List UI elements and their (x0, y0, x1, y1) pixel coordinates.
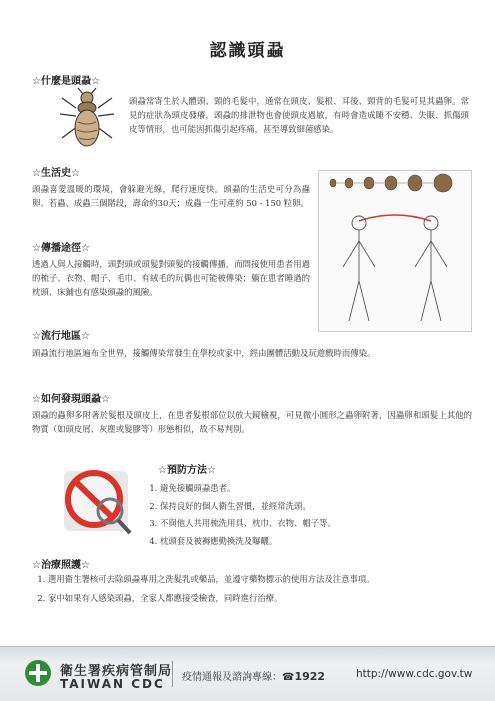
section-text-detect: 頭蝨的蟲卵多附著於髮根及頭皮上，在患者髮根部位以放大鏡檢視，可見微小圓形之蟲卵附著，因蟲卵和頭髮上其他的物質（如頭皮屑、灰塵或髮膠等）形態相似，故不易判別。 (32, 410, 472, 434)
cdc-logo-icon (24, 659, 52, 687)
hotline (182, 668, 325, 683)
section-heading-life: ☆生活史☆ (32, 168, 80, 179)
footer-divider (172, 661, 173, 687)
list-item: 1. 選用衛生署核可去除頭蝨專用之洗髮乳或藥品，並遵守藥物標示的使用方法及注意事項。 (48, 572, 493, 586)
list-item: 2. 保持良好的個人衛生習慣，並經常洗頭。 (160, 498, 490, 516)
hotline-number: 1922 (294, 670, 326, 683)
list-item: 2. 家中如果有人感染頭蝨，全家人都應接受檢查，同時進行治療。 (48, 591, 493, 605)
section-heading-what: ☆什麼是頭蝨☆ (32, 76, 100, 87)
footer-banner (0, 646, 495, 701)
section-heading-area: ☆流行地區☆ (32, 331, 90, 342)
list-item: 4. 枕頭套及被褥應勤換洗及曝曬。 (160, 533, 490, 551)
org-name: 衛生署疾病管制局 (60, 664, 173, 679)
section-heading-treat: ☆治療照護☆ (32, 560, 90, 571)
phone-icon: ☎ (282, 672, 295, 683)
org-name-en: TAIWAN CDC (60, 677, 165, 691)
section-text-life: 頭蝨喜愛溫暖的環境，會躲避光線，爬行速度快。頭蝨的生活史可分為蟲卵、若蟲、成蟲三個階段，壽命約30天；成蟲一生可產約 50 - 150 粒卵。 (32, 184, 310, 208)
list-item: 3. 不與他人共用梳洗用具、枕巾、衣物、帽子等。 (160, 515, 490, 533)
louse-icon (56, 86, 118, 152)
section-text-spread: 透過人與人接觸時，頭對頭或頭髮對頭髮的接觸傳播，而間接使用患者用過的梳子、衣物、帽子、毛巾、有絨毛的玩偶也可能被傳染；躺在患者睡過的枕頭、床鋪也有感染頭蝨的風險。 (32, 259, 310, 297)
hotline-label: 疫情通報及諮詢專線： (182, 672, 282, 683)
section-text-what: 頭蝨常寄生於人體頭、頸的毛髮中，通常在頭皮、髮根、耳後、頸背的毛髮可見其蟲卵。常見的症狀為頭皮發癢，頭蝨的排泄物也會使頭皮過敏，有時會造成睡不安穩、失眠、抓傷頭皮等情形，也可能因抓傷引起疼痛，甚至導致細菌感染。 (129, 96, 469, 134)
no-lice-icon (58, 461, 138, 541)
section-text-area: 頭蝨流行地區遍布全世界，接觸傳染常發生在學校或家中，經由團體活動及玩遊戲時而傳染。 (32, 348, 376, 358)
list-item: 1. 避免接觸頭蝨患者。 (160, 480, 490, 498)
prevention-list (144, 480, 490, 550)
page-title: 認識頭蝨 (209, 41, 286, 61)
section-heading-spread: ☆傳播途徑☆ (32, 243, 90, 254)
website-link[interactable]: http://www.cdc.gov.tw (356, 668, 473, 680)
section-heading-detect: ☆如何發現頭蝨☆ (32, 394, 110, 405)
section-heading-prevent: ☆預防方法☆ (158, 465, 216, 476)
treatment-list (32, 572, 493, 610)
lifecycle-illustration (318, 170, 472, 332)
